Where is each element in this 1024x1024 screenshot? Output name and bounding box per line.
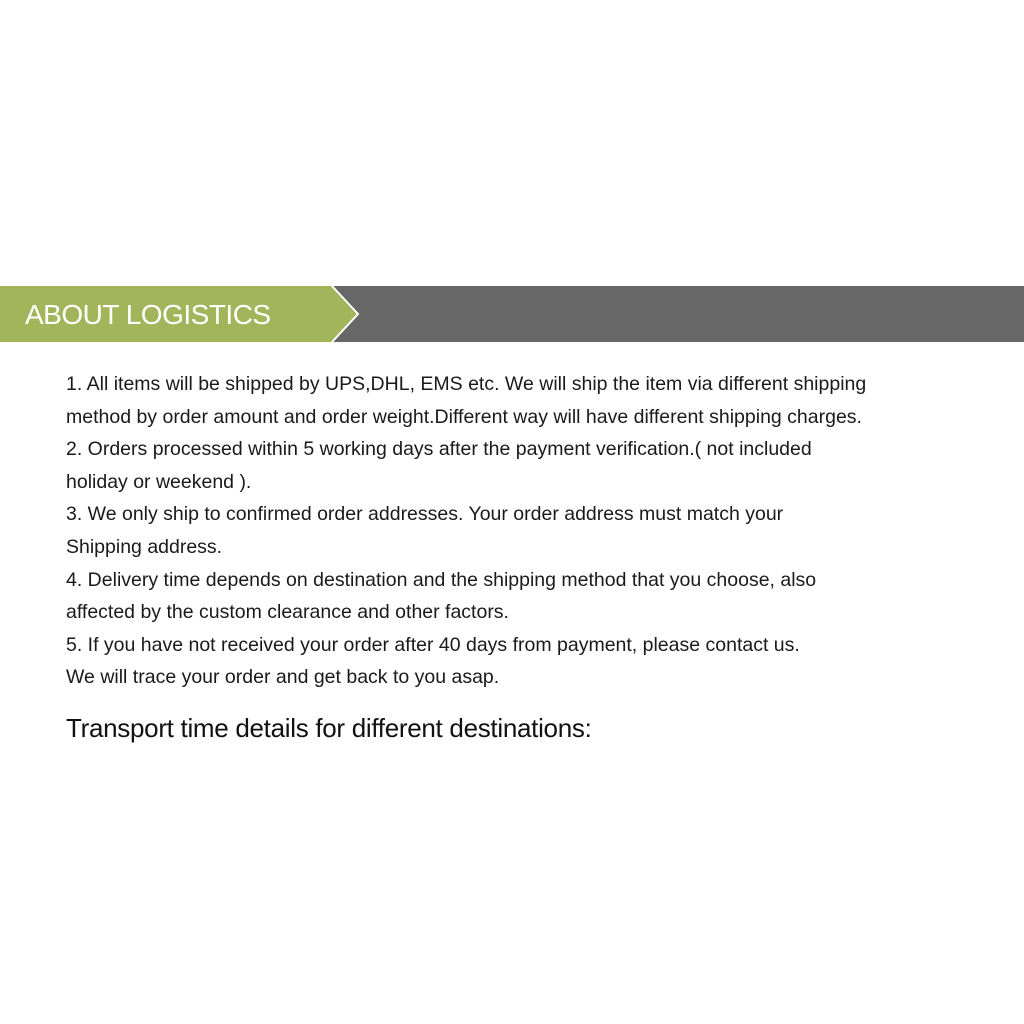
transport-subheading: Transport time details for different destinations: <box>66 713 592 743</box>
item-1-line-1: 1. All items will be shipped by UPS,DHL, EMS etc. We will ship the item via different shipping <box>66 373 867 395</box>
item-5-line-2: We will trace your order and get back to you asap. <box>66 666 500 689</box>
item-4-line-1: 4. Delivery time depends on destination and the shipping method that you choose, also <box>66 568 817 591</box>
section-banner <box>0 286 1024 342</box>
item-4-line-2: affected by the custom clearance and other factors. <box>66 601 509 624</box>
item-2-line-1: 2. Orders processed within 5 working days after the payment verification.( not included <box>66 438 812 461</box>
banner-title: ABOUT LOGISTICS <box>25 299 271 330</box>
item-2-line-2: holiday or weekend ). <box>66 470 252 493</box>
item-1-line-2: method by order amount and order weight.Different way will have different shipping charges. <box>66 405 862 428</box>
item-5-line-1: 5. If you have not received your order after 40 days from payment, please contact us. <box>66 633 800 656</box>
item-3-line-2: Shipping address. <box>66 535 223 558</box>
logistics-list <box>66 368 996 694</box>
item-3-line-1: 3. We only ship to confirmed order addresses. Your order address must match your <box>66 503 784 526</box>
